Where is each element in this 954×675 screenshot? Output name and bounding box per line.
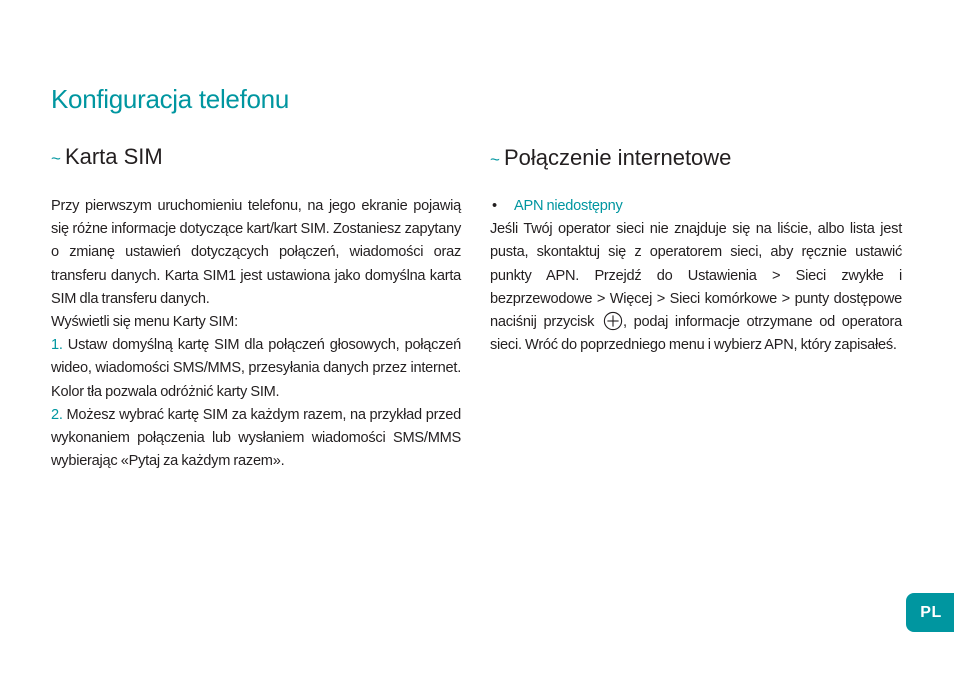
sim-card-section bbox=[51, 142, 461, 473]
list-text-2: Możesz wybrać kartę SIM za każdym razem, na przykład przed wykonaniem połączenia lub wysłaniem wiadomości SMS/MMS wybierając «Pytaj za każdym razem». bbox=[51, 406, 461, 470]
sim-list-item-1 bbox=[51, 334, 461, 404]
plus-circle-icon bbox=[603, 311, 623, 331]
internet-body bbox=[490, 195, 902, 357]
sim-intro-paragraph: Przy pierwszym uruchomieniu telefonu, na jego ekranie pojawią się różne informacje dotyczące kart/kart SIM. Zostaniesz zapytany o zmianę ustawień dotyczących połączeń, wiadomości oraz transferu danych. Karta SIM1 jest ustawiona jako domyślna karta SIM dla transferu danych. bbox=[51, 198, 461, 307]
heading-tilde-marker: ~ bbox=[490, 150, 500, 169]
sim-card-body bbox=[51, 195, 461, 473]
bullet-dot: • bbox=[492, 198, 497, 214]
apn-paragraph bbox=[490, 218, 902, 357]
list-number-1: 1. bbox=[51, 337, 63, 354]
list-number-2: 2. bbox=[51, 406, 63, 423]
internet-heading bbox=[490, 143, 902, 175]
apn-text-after-icon: , podaj informacje otrzymane od operatora sieci. Wróć do poprzedniego menu i wybierz APN, który zapisałeś. bbox=[490, 314, 902, 354]
list-text-1: Ustaw domyślną kartę SIM dla połączeń głosowych, połączeń wideo, wiadomości SMS/MMS, przesyłania danych przez internet. Kolor tła pozwala odróżnić karty SIM. bbox=[51, 337, 461, 400]
internet-heading-text: Połączenie internetowe bbox=[503, 145, 732, 170]
heading-tilde-marker: ~ bbox=[51, 149, 61, 168]
sim-list-item-2 bbox=[51, 404, 461, 474]
apn-bullet bbox=[490, 195, 902, 218]
page-title: Konfiguracja telefonu bbox=[51, 84, 289, 114]
language-badge: PL bbox=[906, 593, 954, 632]
apn-text-before-icon: Jeśli Twój operator sieci nie znajduje się na liście, albo lista jest pusta, skontaktuj się z operatorem sieci, aby ręcznie ustawić punkty APN. Przejdź do Ustawienia > Sieci zwykłe i bezprzewodowe > Więcej > Sieci komórkowe > punty dostępowe naciśnij przycisk bbox=[490, 221, 902, 331]
sim-card-heading bbox=[51, 142, 461, 174]
internet-connection-section bbox=[490, 143, 902, 357]
sim-card-heading-text: Karta SIM bbox=[64, 144, 163, 169]
apn-bullet-label: APN niedostępny bbox=[514, 198, 623, 214]
sim-menu-intro: Wyświetli się menu Karty SIM: bbox=[51, 314, 238, 331]
